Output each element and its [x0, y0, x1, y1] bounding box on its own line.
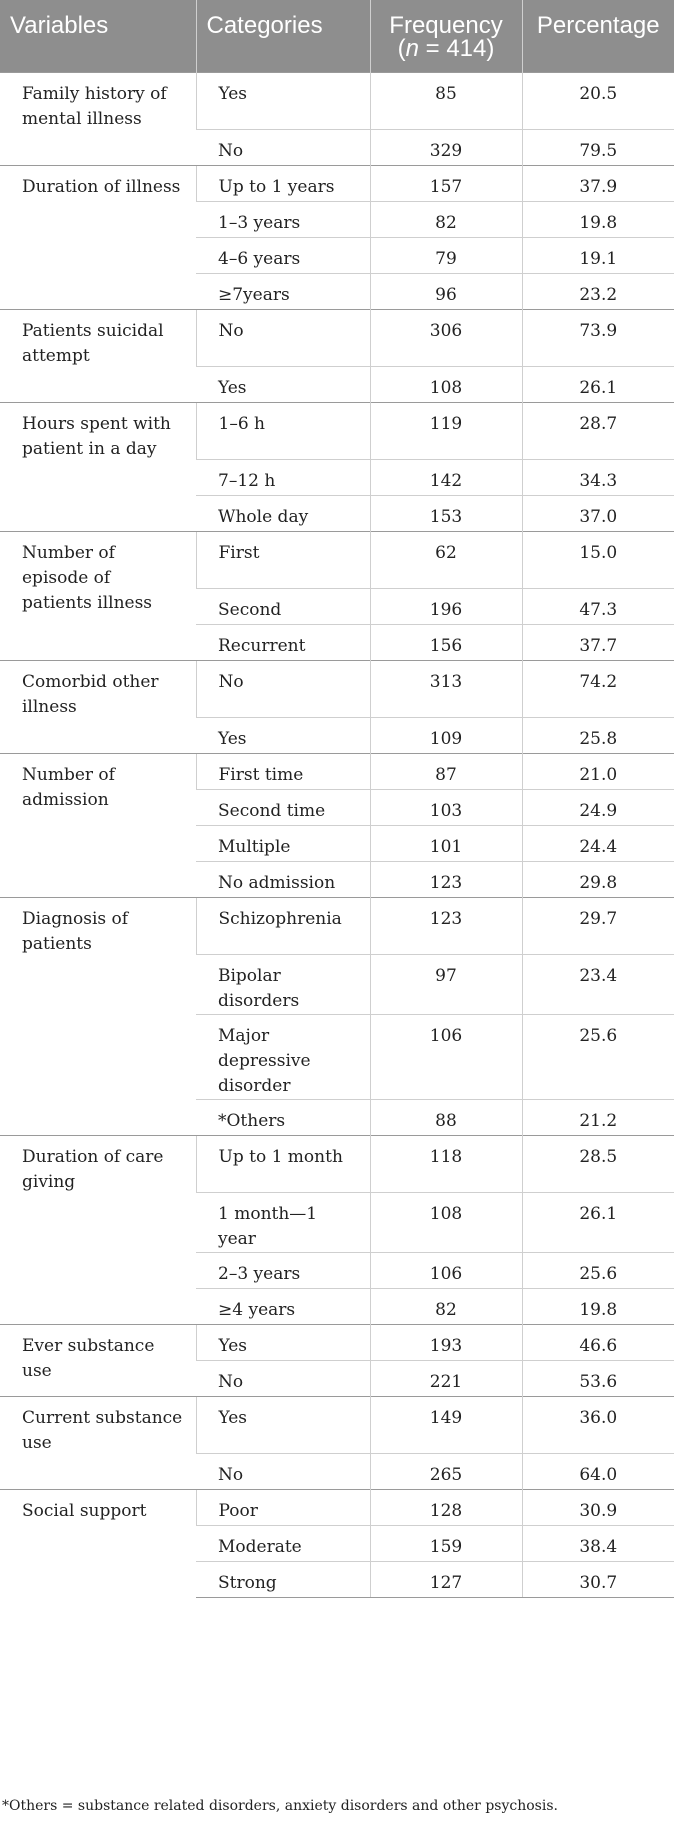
variable-cell: Diagnosis of patients — [0, 897, 196, 1135]
variable-cell: Duration of illness — [0, 165, 196, 309]
frequency-cell: 157 — [370, 165, 522, 201]
frequency-cell: 159 — [370, 1525, 522, 1561]
frequency-cell: 88 — [370, 1099, 522, 1135]
category-cell: No — [196, 1360, 370, 1396]
variable-cell: Social support — [0, 1489, 196, 1597]
category-cell: ≥7years — [196, 273, 370, 309]
category-cell: Yes — [196, 72, 370, 129]
percentage-cell: 21.2 — [522, 1099, 674, 1135]
table-row — [0, 1135, 674, 1192]
frequency-cell: 87 — [370, 753, 522, 789]
category-cell: ≥4 years — [196, 1288, 370, 1324]
percentage-cell: 47.3 — [522, 588, 674, 624]
frequency-cell: 265 — [370, 1453, 522, 1489]
frequency-cell: 156 — [370, 624, 522, 660]
percentage-cell: 20.5 — [522, 72, 674, 129]
percentage-cell: 19.8 — [522, 201, 674, 237]
table-row — [0, 309, 674, 366]
category-cell: Up to 1 month — [196, 1135, 370, 1192]
percentage-cell: 26.1 — [522, 366, 674, 402]
percentage-cell: 25.6 — [522, 1014, 674, 1099]
category-cell: Second — [196, 588, 370, 624]
percentage-cell: 23.2 — [522, 273, 674, 309]
percentage-cell: 37.0 — [522, 495, 674, 531]
frequency-cell: 82 — [370, 1288, 522, 1324]
category-cell: No — [196, 309, 370, 366]
frequency-cell: 97 — [370, 954, 522, 1014]
frequency-cell: 108 — [370, 1192, 522, 1252]
table-row — [0, 660, 674, 717]
frequency-cell: 142 — [370, 459, 522, 495]
percentage-cell: 37.7 — [522, 624, 674, 660]
frequency-cell: 106 — [370, 1252, 522, 1288]
percentage-cell: 19.1 — [522, 237, 674, 273]
category-cell: No — [196, 129, 370, 165]
percentage-cell: 24.9 — [522, 789, 674, 825]
table-row — [0, 72, 674, 129]
variable-cell: Ever substance use — [0, 1324, 196, 1396]
variable-cell: Number of admission — [0, 753, 196, 897]
category-cell: No — [196, 1453, 370, 1489]
category-cell: Up to 1 years — [196, 165, 370, 201]
variable-cell: Hours spent with patient in a day — [0, 402, 196, 531]
percentage-cell: 24.4 — [522, 825, 674, 861]
category-cell: Bipolar disorders — [196, 954, 370, 1014]
percentage-cell: 74.2 — [522, 660, 674, 717]
variable-cell: Patients suicidal attempt — [0, 309, 196, 402]
percentage-cell: 34.3 — [522, 459, 674, 495]
frequency-cell: 118 — [370, 1135, 522, 1192]
table-row — [0, 531, 674, 588]
frequency-cell: 306 — [370, 309, 522, 366]
table-row — [0, 1489, 674, 1525]
frequency-cell: 62 — [370, 531, 522, 588]
frequency-cell: 85 — [370, 72, 522, 129]
category-cell: 4–6 years — [196, 237, 370, 273]
category-cell: No admission — [196, 861, 370, 897]
frequency-cell: 313 — [370, 660, 522, 717]
frequency-cell: 79 — [370, 237, 522, 273]
category-cell: Yes — [196, 366, 370, 402]
frequency-cell: 106 — [370, 1014, 522, 1099]
category-cell: Multiple — [196, 825, 370, 861]
table-header — [0, 0, 674, 72]
table-row — [0, 897, 674, 954]
percentage-cell: 79.5 — [522, 129, 674, 165]
header-row — [0, 0, 674, 72]
category-cell: Schizophrenia — [196, 897, 370, 954]
percentage-cell: 64.0 — [522, 1453, 674, 1489]
percentage-cell: 21.0 — [522, 753, 674, 789]
table-row — [0, 1396, 674, 1453]
frequency-cell: 329 — [370, 129, 522, 165]
frequency-cell: 123 — [370, 897, 522, 954]
header-variables: Variables — [10, 12, 109, 39]
frequency-cell: 128 — [370, 1489, 522, 1525]
frequency-cell: 119 — [370, 402, 522, 459]
percentage-cell: 15.0 — [522, 531, 674, 588]
variable-cell: Comorbid other illness — [0, 660, 196, 753]
category-cell: 1–6 h — [196, 402, 370, 459]
percentage-cell: 25.8 — [522, 717, 674, 753]
variable-cell: Number of episode of patients illness — [0, 531, 196, 660]
table-footnote: *Others = substance related disorders, anxiety disorders and other psychosis. — [2, 1798, 558, 1814]
header-percentage: Percentage — [522, 0, 674, 72]
category-cell: 1 month—1 year — [196, 1192, 370, 1252]
variable-cell: Current substance use — [0, 1396, 196, 1489]
percentage-cell: 73.9 — [522, 309, 674, 366]
category-cell: Yes — [196, 1396, 370, 1453]
frequency-cell: 193 — [370, 1324, 522, 1360]
category-cell: Yes — [196, 1324, 370, 1360]
percentage-cell: 19.8 — [522, 1288, 674, 1324]
frequency-cell: 153 — [370, 495, 522, 531]
table-row — [0, 402, 674, 459]
category-cell: 7–12 h — [196, 459, 370, 495]
header-frequency-n: (n = 414) — [397, 35, 495, 62]
category-cell: Strong — [196, 1561, 370, 1597]
table-row — [0, 1324, 674, 1360]
percentage-cell: 29.8 — [522, 861, 674, 897]
category-cell: First time — [196, 753, 370, 789]
percentage-cell: 46.6 — [522, 1324, 674, 1360]
percentage-cell: 30.7 — [522, 1561, 674, 1597]
frequency-cell: 108 — [370, 366, 522, 402]
percentage-cell: 38.4 — [522, 1525, 674, 1561]
frequency-cell: 96 — [370, 273, 522, 309]
category-cell: 2–3 years — [196, 1252, 370, 1288]
percentage-cell: 28.5 — [522, 1135, 674, 1192]
category-cell: Whole day — [196, 495, 370, 531]
header-frequency — [370, 0, 522, 72]
percentage-cell: 29.7 — [522, 897, 674, 954]
table-row — [0, 753, 674, 789]
variable-cell: Family history of mental illness — [0, 72, 196, 165]
frequency-cell: 123 — [370, 861, 522, 897]
frequency-cell: 149 — [370, 1396, 522, 1453]
table-body — [0, 72, 674, 1597]
category-cell: 1–3 years — [196, 201, 370, 237]
frequency-cell: 103 — [370, 789, 522, 825]
category-cell: Moderate — [196, 1525, 370, 1561]
category-cell: Second time — [196, 789, 370, 825]
percentage-cell: 23.4 — [522, 954, 674, 1014]
frequency-cell: 221 — [370, 1360, 522, 1396]
percentage-cell: 26.1 — [522, 1192, 674, 1252]
variable-cell: Duration of care giving — [0, 1135, 196, 1324]
frequency-cell: 127 — [370, 1561, 522, 1597]
percentage-cell: 53.6 — [522, 1360, 674, 1396]
percentage-cell: 36.0 — [522, 1396, 674, 1453]
frequency-cell: 101 — [370, 825, 522, 861]
percentage-cell: 37.9 — [522, 165, 674, 201]
category-cell: Yes — [196, 717, 370, 753]
header-categories: Categories — [196, 0, 370, 72]
category-cell: No — [196, 660, 370, 717]
header-frequency-label: Frequency — [389, 12, 503, 39]
table-row — [0, 165, 674, 201]
percentage-cell: 25.6 — [522, 1252, 674, 1288]
category-cell: *Others — [196, 1099, 370, 1135]
category-cell: Poor — [196, 1489, 370, 1525]
frequency-cell: 196 — [370, 588, 522, 624]
frequency-cell: 82 — [370, 201, 522, 237]
category-cell: Recurrent — [196, 624, 370, 660]
frequency-cell: 109 — [370, 717, 522, 753]
percentage-cell: 28.7 — [522, 402, 674, 459]
category-cell: Major depressive disorder — [196, 1014, 370, 1099]
category-cell: First — [196, 531, 370, 588]
percentage-cell: 30.9 — [522, 1489, 674, 1525]
